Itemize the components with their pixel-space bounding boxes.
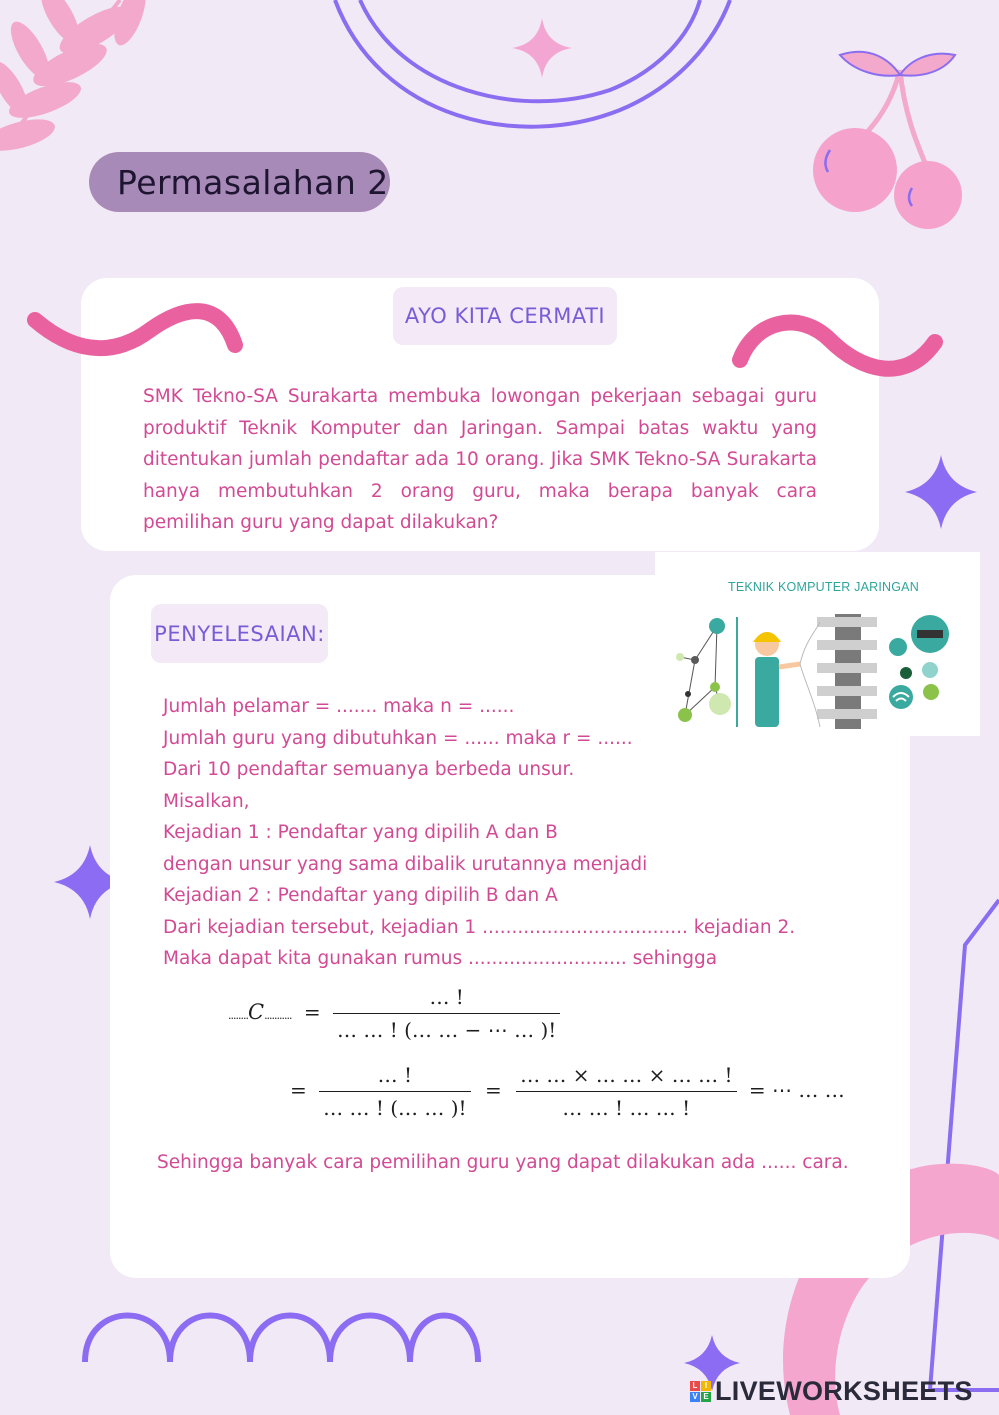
solution-line: Kejadian 1 : Pendaftar yang dipilih A dan B — [163, 822, 558, 843]
fraction-denominator: … … ! … … ! — [516, 1091, 736, 1120]
combination-formula-row2 — [290, 1063, 845, 1120]
combination-formula-row1 — [228, 985, 560, 1042]
solution-steps — [163, 691, 843, 975]
solution-line: Maka dapat kita gunakan rumus ........................... sehingga — [163, 948, 718, 969]
formula-result: = ⋯ … … — [748, 1078, 845, 1102]
penyelesaian-label: PENYELESAIAN: — [151, 604, 328, 663]
purple-waves — [85, 1316, 478, 1363]
purple-frame — [930, 900, 999, 1390]
badge-letter: L — [690, 1381, 700, 1391]
badge-letter: V — [690, 1392, 700, 1402]
purple-arc-top — [335, 0, 730, 127]
ayo-kita-cermati-label: AYO KITA CERMATI — [393, 287, 617, 345]
fraction — [516, 1063, 736, 1120]
sparkle-icon — [905, 455, 977, 529]
solution-line: Dari 10 pendaftar semuanya berbeda unsur. — [163, 759, 575, 780]
fraction-denominator: … … ! (… … )! — [319, 1091, 470, 1120]
badge-letter: I — [701, 1381, 711, 1391]
leaf-branch-icon — [0, 0, 152, 157]
tkj-illustration-title: TEKNIK KOMPUTER JARINGAN — [728, 580, 919, 594]
solution-line: Jumlah pelamar = ....... maka n = ...... — [163, 696, 515, 717]
fraction-numerator: … ! — [377, 1063, 413, 1087]
c-symbol: C — [247, 1000, 265, 1024]
c-left-subscript: ........ — [228, 1009, 248, 1022]
problem-text: SMK Tekno-SA Surakarta membuka lowongan pekerjaan sebagai guru produktif Teknik Komputer dan Jaringan. Sampai batas waktu yang ditentukan jumlah pendaftar ada 10 orang. Jika SMK Tekno-SA Surakarta hanya membutuhkan 2 orang guru, maka berapa banyak cara pemilihan guru yang dapat dilakukan? — [143, 386, 817, 533]
fraction-denominator: … … ! (… … − ⋯ … )! — [333, 1013, 560, 1042]
fraction — [333, 985, 560, 1042]
equals-sign: = — [303, 1000, 321, 1024]
solution-line: Misalkan, — [163, 790, 250, 812]
final-answer-line: Sehingga banyak cara pemilihan guru yang dapat dilakukan ada ...... cara. — [157, 1152, 849, 1173]
solution-line: dengan unsur yang sama dibalik urutannya menjadi — [163, 853, 648, 875]
liveworksheets-brand: LIVEWORKSHEETS — [715, 1375, 973, 1406]
cherry-icon — [813, 52, 962, 229]
sparkle-icon — [512, 18, 572, 78]
fraction-numerator: … … × … … × … … ! — [520, 1063, 733, 1087]
solution-line: Jumlah guru yang dibutuhkan = ...... maka r = ...... — [163, 727, 633, 749]
equals-sign: = — [484, 1078, 502, 1102]
fraction — [319, 1063, 470, 1120]
liveworksheets-logo — [690, 1376, 973, 1406]
badge-letter: E — [701, 1392, 711, 1402]
c-right-subscript: ........... — [264, 1009, 292, 1022]
fraction-numerator: … ! — [429, 985, 464, 1009]
page-title: Permasalahan 2 — [89, 152, 390, 212]
solution-line: Dari kejadian tersebut, kejadian 1 ................................... kejadian 2. — [163, 916, 796, 938]
solution-line: Kejadian 2 : Pendaftar yang dipilih B dan A — [163, 885, 558, 906]
liveworksheets-badge-icon — [690, 1381, 711, 1402]
equals-sign: = — [290, 1078, 307, 1102]
